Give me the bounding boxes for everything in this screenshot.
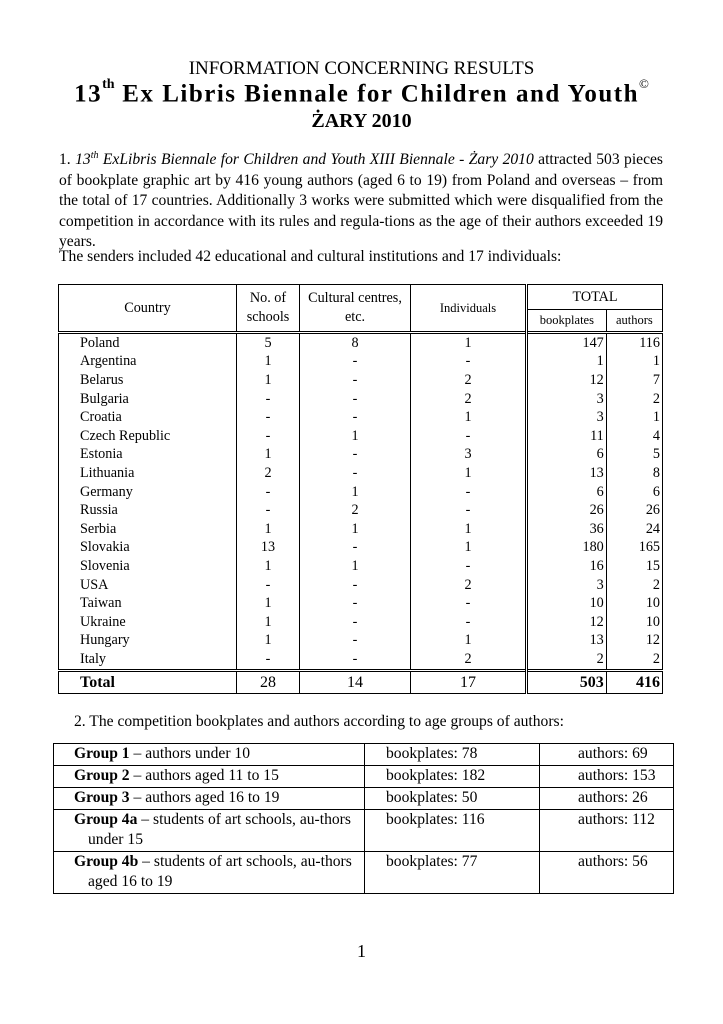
- cell-individuals: 2: [411, 576, 527, 595]
- intro-event-name: [75, 151, 534, 168]
- cell-individuals: -: [411, 427, 527, 446]
- table-row: [59, 594, 663, 613]
- table-row: [59, 446, 663, 465]
- cell-country: Belarus: [59, 371, 237, 390]
- intro-event-ordinal: th: [90, 149, 99, 161]
- cell-country: Lithuania: [59, 464, 237, 483]
- cell-cultural: -: [300, 408, 411, 427]
- cell-bookplates: 3: [527, 390, 607, 409]
- header-schools-line1: No. of: [249, 290, 287, 306]
- cell-authors: 2: [606, 650, 662, 670]
- total-schools: 28: [237, 670, 300, 693]
- cell-authors: 24: [606, 520, 662, 539]
- title-text: Ex Libris Biennale for Children and Youth: [114, 80, 639, 108]
- table-row: [59, 464, 663, 483]
- cell-schools: 1: [237, 446, 300, 465]
- table-row: [59, 650, 663, 670]
- cell-cultural: 1: [300, 427, 411, 446]
- page-number: 1: [357, 941, 366, 961]
- total-individuals: 17: [411, 670, 527, 693]
- cell-bookplates: 11: [527, 427, 607, 446]
- title-ordinal: th: [102, 77, 115, 92]
- age-group-row: [54, 810, 674, 852]
- cell-country: Poland: [59, 333, 237, 353]
- cell-cultural: -: [300, 446, 411, 465]
- cell-individuals: -: [411, 613, 527, 632]
- cell-individuals: 3: [411, 446, 527, 465]
- total-cultural: 14: [300, 670, 411, 693]
- age-group-row: [54, 852, 674, 894]
- group-authors: authors: 56: [540, 852, 674, 894]
- document-title: [0, 76, 723, 108]
- group-bookplates: bookplates: 116: [365, 810, 540, 852]
- cell-country: Slovenia: [59, 557, 237, 576]
- cell-country: Taiwan: [59, 594, 237, 613]
- group-description: [54, 852, 365, 894]
- cell-individuals: 2: [411, 650, 527, 670]
- table-row: [59, 501, 663, 520]
- age-group-row: [54, 744, 674, 766]
- table-row: [59, 613, 663, 632]
- table-row: [59, 483, 663, 502]
- cell-cultural: -: [300, 390, 411, 409]
- intro-event-number: 13: [75, 151, 91, 168]
- cell-cultural: 1: [300, 557, 411, 576]
- cell-authors: 4: [606, 427, 662, 446]
- cell-individuals: 1: [411, 632, 527, 651]
- cell-authors: 1: [606, 408, 662, 427]
- cell-country: Ukraine: [59, 613, 237, 632]
- cell-country: Serbia: [59, 520, 237, 539]
- table-row: [59, 539, 663, 558]
- cell-country: Croatia: [59, 408, 237, 427]
- senders-line: The senders included 42 educational and cultural institutions and 17 individuals:: [59, 248, 562, 265]
- cell-authors: 12: [606, 632, 662, 651]
- cell-cultural: -: [300, 613, 411, 632]
- cell-schools: -: [237, 427, 300, 446]
- cell-country: Argentina: [59, 353, 237, 372]
- cell-bookplates: 1: [527, 353, 607, 372]
- table-row: [59, 576, 663, 595]
- cell-bookplates: 26: [527, 501, 607, 520]
- cell-individuals: 1: [411, 333, 527, 353]
- cell-bookplates: 6: [527, 446, 607, 465]
- cell-country: Germany: [59, 483, 237, 502]
- cell-individuals: -: [411, 594, 527, 613]
- section2-title: 2. The competition bookplates and authors according to age groups of authors:: [74, 713, 564, 730]
- cell-individuals: -: [411, 483, 527, 502]
- cell-authors: 10: [606, 594, 662, 613]
- cell-cultural: -: [300, 371, 411, 390]
- group-desc: – authors under 10: [129, 745, 251, 762]
- group-authors: authors: 112: [540, 810, 674, 852]
- cell-schools: 1: [237, 353, 300, 372]
- cell-authors: 116: [606, 333, 662, 353]
- group-authors: authors: 26: [540, 788, 674, 810]
- cell-schools: 13: [237, 539, 300, 558]
- cell-authors: 2: [606, 576, 662, 595]
- total-label: Total: [59, 670, 237, 693]
- table-row: [59, 353, 663, 372]
- group-bookplates: bookplates: 182: [365, 766, 540, 788]
- group-name: Group 3: [74, 789, 130, 806]
- cell-cultural: -: [300, 464, 411, 483]
- group-desc: – authors aged 16 to 19: [129, 789, 280, 806]
- group-description-text: [74, 788, 364, 808]
- group-description-text: [74, 766, 364, 786]
- cell-authors: 15: [606, 557, 662, 576]
- cell-authors: 6: [606, 483, 662, 502]
- cell-bookplates: 13: [527, 464, 607, 483]
- cell-authors: 1: [606, 353, 662, 372]
- cell-individuals: 1: [411, 464, 527, 483]
- group-name: Group 1: [74, 745, 130, 762]
- cell-country: Russia: [59, 501, 237, 520]
- cell-bookplates: 3: [527, 576, 607, 595]
- cell-bookplates: 13: [527, 632, 607, 651]
- cell-individuals: 1: [411, 520, 527, 539]
- header-cultural: [300, 285, 411, 333]
- group-description: [54, 810, 365, 852]
- group-authors: authors: 69: [540, 744, 674, 766]
- document-heading-line1: INFORMATION CONCERNING RESULTS: [188, 58, 535, 79]
- table-row: [59, 390, 663, 409]
- cell-country: Estonia: [59, 446, 237, 465]
- cell-bookplates: 10: [527, 594, 607, 613]
- cell-country: Bulgaria: [59, 390, 237, 409]
- cell-schools: 1: [237, 520, 300, 539]
- cell-schools: -: [237, 483, 300, 502]
- cell-schools: -: [237, 501, 300, 520]
- group-description: [54, 766, 365, 788]
- cell-country: Slovakia: [59, 539, 237, 558]
- cell-cultural: 8: [300, 333, 411, 353]
- age-group-row: [54, 788, 674, 810]
- cell-cultural: -: [300, 594, 411, 613]
- cell-bookplates: 180: [527, 539, 607, 558]
- table-row: [59, 408, 663, 427]
- intro-number: 1.: [59, 151, 76, 168]
- group-name: Group 4b: [74, 853, 139, 870]
- age-groups-table-body: [54, 744, 674, 894]
- cell-country: USA: [59, 576, 237, 595]
- cell-individuals: 1: [411, 539, 527, 558]
- group-bookplates: bookplates: 77: [365, 852, 540, 894]
- cell-authors: 5: [606, 446, 662, 465]
- group-description-text: [74, 744, 364, 764]
- age-groups-table: [53, 743, 674, 894]
- copyright-mark: ©: [639, 76, 649, 91]
- cell-schools: 2: [237, 464, 300, 483]
- cell-schools: 1: [237, 613, 300, 632]
- cell-authors: 10: [606, 613, 662, 632]
- group-desc: – students of art schools, au-thors under 15: [88, 811, 351, 848]
- cell-schools: 1: [237, 632, 300, 651]
- cell-cultural: 1: [300, 483, 411, 502]
- cell-schools: 5: [237, 333, 300, 353]
- group-bookplates: bookplates: 78: [365, 744, 540, 766]
- table-row: [59, 632, 663, 651]
- cell-individuals: 2: [411, 371, 527, 390]
- header-country: Country: [59, 285, 237, 333]
- cell-individuals: -: [411, 353, 527, 372]
- cell-country: Czech Republic: [59, 427, 237, 446]
- cell-bookplates: 36: [527, 520, 607, 539]
- cell-individuals: -: [411, 501, 527, 520]
- cell-bookplates: 2: [527, 650, 607, 670]
- header-schools-line2: schools: [246, 309, 290, 325]
- group-description: [54, 788, 365, 810]
- cell-schools: -: [237, 408, 300, 427]
- cell-schools: 1: [237, 371, 300, 390]
- title-number: 13: [74, 80, 103, 108]
- table-row: [59, 557, 663, 576]
- cell-cultural: -: [300, 353, 411, 372]
- group-name: Group 2: [74, 767, 130, 784]
- cell-cultural: -: [300, 650, 411, 670]
- cell-individuals: -: [411, 557, 527, 576]
- group-authors: authors: 153: [540, 766, 674, 788]
- header-cultural-line1: Cultural centres,: [308, 290, 402, 306]
- cell-cultural: 2: [300, 501, 411, 520]
- age-group-row: [54, 766, 674, 788]
- cell-authors: 8: [606, 464, 662, 483]
- table-row: [59, 520, 663, 539]
- total-row: [59, 670, 663, 693]
- cell-individuals: 1: [411, 408, 527, 427]
- header-schools: [237, 285, 300, 333]
- cell-authors: 165: [606, 539, 662, 558]
- cell-country: Hungary: [59, 632, 237, 651]
- group-bookplates: bookplates: 50: [365, 788, 540, 810]
- table-row: [59, 427, 663, 446]
- table-row: [59, 371, 663, 390]
- countries-table: [58, 284, 663, 694]
- intro-event-text: ExLibris Biennale for Children and Youth XIII Biennale - Żary 2010: [98, 151, 534, 168]
- group-desc: – authors aged 11 to 15: [129, 767, 279, 784]
- cell-authors: 26: [606, 501, 662, 520]
- intro-paragraph: [59, 150, 663, 253]
- cell-cultural: -: [300, 539, 411, 558]
- cell-schools: 1: [237, 557, 300, 576]
- cell-bookplates: 16: [527, 557, 607, 576]
- header-cultural-line2: etc.: [344, 309, 366, 325]
- countries-table-body: [59, 333, 663, 694]
- header-bookplates: bookplates: [527, 310, 607, 333]
- table-row: [59, 333, 663, 353]
- document-subtitle: ŻARY 2010: [311, 110, 412, 132]
- cell-cultural: 1: [300, 520, 411, 539]
- group-name: Group 4a: [74, 811, 138, 828]
- group-description-text: [74, 852, 364, 892]
- cell-country: Italy: [59, 650, 237, 670]
- cell-schools: -: [237, 650, 300, 670]
- header-total: TOTAL: [527, 285, 663, 310]
- header-individuals: Individuals: [411, 285, 527, 333]
- cell-schools: 1: [237, 594, 300, 613]
- cell-bookplates: 6: [527, 483, 607, 502]
- cell-cultural: -: [300, 576, 411, 595]
- header-authors: authors: [606, 310, 662, 333]
- cell-cultural: -: [300, 632, 411, 651]
- cell-authors: 7: [606, 371, 662, 390]
- cell-bookplates: 12: [527, 371, 607, 390]
- group-description-text: [74, 810, 364, 850]
- group-description: [54, 744, 365, 766]
- cell-schools: -: [237, 390, 300, 409]
- group-desc: – students of art schools, au-thors aged 16 to 19: [88, 853, 352, 890]
- intro-body: attracted 503 pieces of bookplate graphic art by 416 young authors (aged 6 to 19) from Poland and overseas – from the total of 17 countries. Additionally 3 works were submitted which were disqualified from the competition in accordance with its rules and regula-tions as the age of their authors exceeded 19 years.: [59, 151, 663, 251]
- total-authors: 416: [606, 670, 662, 693]
- cell-bookplates: 3: [527, 408, 607, 427]
- cell-individuals: 2: [411, 390, 527, 409]
- cell-authors: 2: [606, 390, 662, 409]
- cell-bookplates: 147: [527, 333, 607, 353]
- cell-schools: -: [237, 576, 300, 595]
- cell-bookplates: 12: [527, 613, 607, 632]
- total-bookplates: 503: [527, 670, 607, 693]
